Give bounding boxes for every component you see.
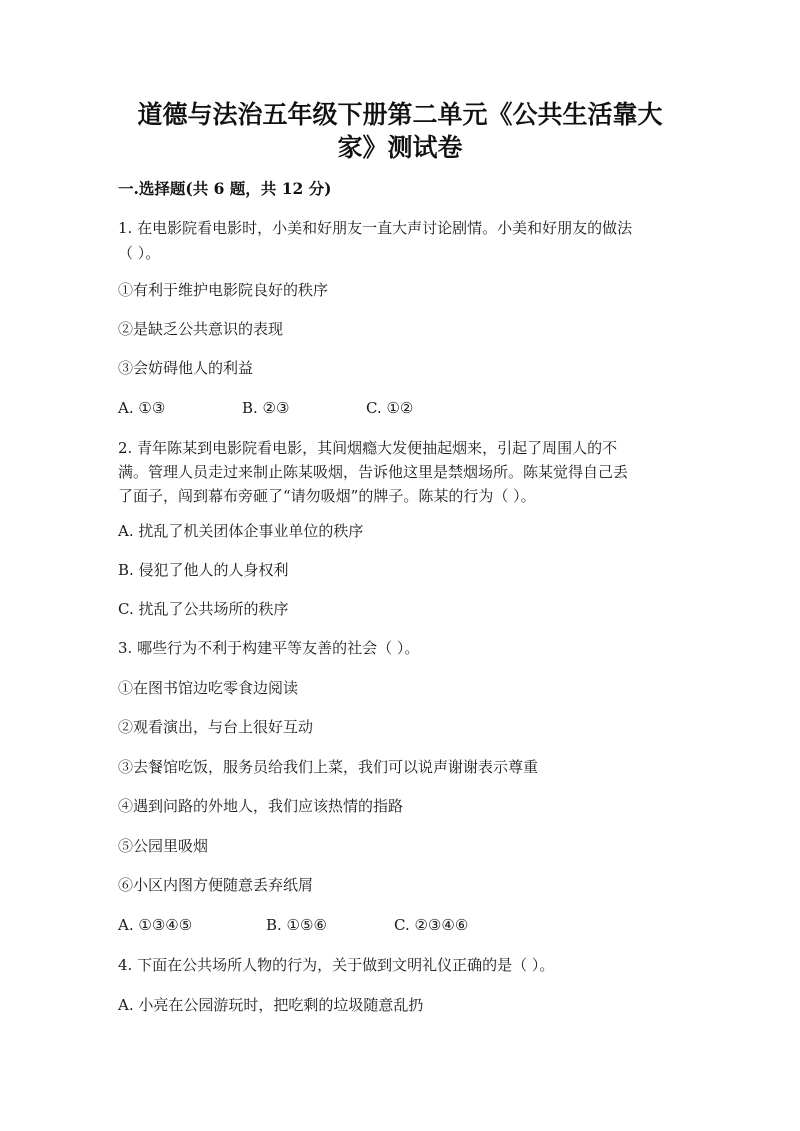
question-3-option-a[interactable]: A. ①③④⑤ bbox=[118, 916, 193, 934]
question-3-statement-2: ②观看演出，与台上很好互动 bbox=[118, 718, 314, 736]
exam-title-line-1: 道德与法治五年级下册第二单元《公共生活靠大 bbox=[137, 100, 663, 129]
question-1-statement-1: ①有利于维护电影院良好的秩序 bbox=[118, 281, 329, 299]
question-2-stem-line-1: 2. 青年陈某到电影院看电影，其间烟瘾大发便抽起烟来，引起了周围人的不 bbox=[118, 439, 618, 457]
question-2-stem-line-3: 了面子，闯到幕布旁砸了“请勿吸烟”的牌子。陈某的行为（ ）。 bbox=[118, 487, 536, 505]
question-3-statement-4: ④遇到问路的外地人，我们应该热情的指路 bbox=[118, 797, 404, 815]
question-2-option-a[interactable]: A. 扰乱了机关团体企事业单位的秩序 bbox=[118, 522, 364, 540]
question-1-option-b[interactable]: B. ②③ bbox=[242, 399, 290, 417]
question-4-stem-line-1: 4. 下面在公共场所人物的行为，关于做到文明礼仪正确的是（ ）。 bbox=[118, 956, 555, 974]
question-3-statement-3: ③去餐馆吃饭，服务员给我们上菜，我们可以说声谢谢表示尊重 bbox=[118, 758, 539, 776]
question-1-stem-line-2: （ ）。 bbox=[118, 244, 161, 262]
question-2-stem-line-2: 满。管理人员走过来制止陈某吸烟，告诉他这里是禁烟场所。陈某觉得自己丢 bbox=[118, 463, 629, 481]
question-3-statement-5: ⑤公园里吸烟 bbox=[118, 837, 209, 855]
question-1-statement-2: ②是缺乏公共意识的表现 bbox=[118, 320, 284, 338]
question-3-option-c[interactable]: C. ②③④⑥ bbox=[394, 916, 469, 934]
question-2-option-c[interactable]: C. 扰乱了公共场所的秩序 bbox=[118, 600, 289, 618]
question-1-stem-line-1: 1. 在电影院看电影时，小美和好朋友一直大声讨论剧情。小美和好朋友的做法 bbox=[118, 219, 633, 237]
question-1-option-c[interactable]: C. ①② bbox=[366, 399, 414, 417]
question-1-statement-3: ③会妨碍他人的利益 bbox=[118, 359, 254, 377]
question-3-statement-6: ⑥小区内图方便随意丢弃纸屑 bbox=[118, 876, 314, 894]
section-heading-multiple-choice: 一.选择题(共 6 题，共 12 分) bbox=[118, 179, 332, 198]
question-3-stem-line-1: 3. 哪些行为不利于构建平等友善的社会（ ）。 bbox=[118, 639, 420, 657]
question-3-statement-1: ①在图书馆边吃零食边阅读 bbox=[118, 679, 299, 697]
question-3-option-b[interactable]: B. ①⑤⑥ bbox=[266, 916, 327, 934]
question-4-option-a[interactable]: A. 小亮在公园游玩时，把吃剩的垃圾随意乱扔 bbox=[118, 996, 424, 1014]
question-2-option-b[interactable]: B. 侵犯了他人的人身权利 bbox=[118, 561, 289, 579]
exam-title-line-2: 家》测试卷 bbox=[337, 133, 463, 162]
question-1-option-a[interactable]: A. ①③ bbox=[118, 399, 166, 417]
